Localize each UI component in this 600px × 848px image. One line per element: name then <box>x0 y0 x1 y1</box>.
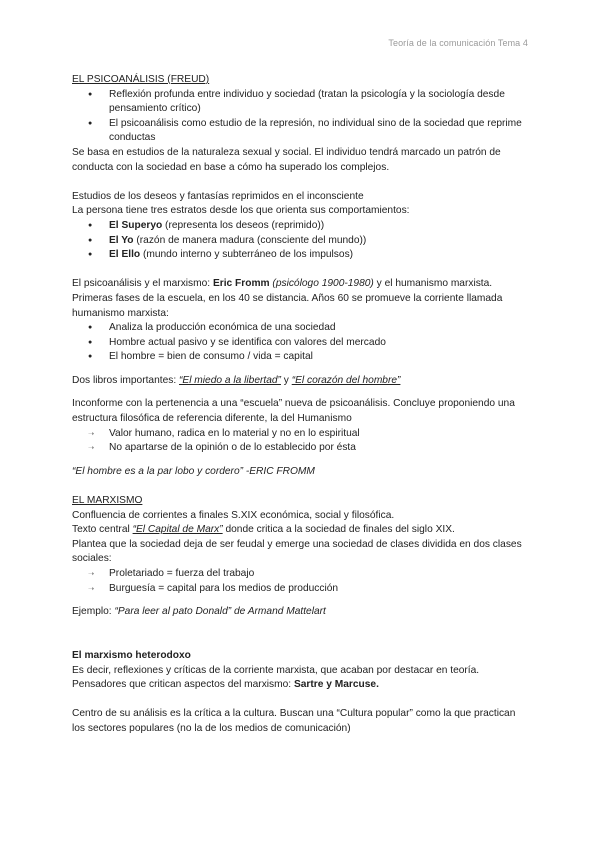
author-names: Sartre y Marcuse. <box>293 679 379 691</box>
paragraph <box>72 374 528 389</box>
page-header: Teoría de la comunicación Tema 4 <box>388 38 528 48</box>
section-heading-heterodoxo: El marxismo heterodoxo <box>72 649 191 661</box>
paragraph: Centro de su análisis es la crítica a la cultura. Buscan una “Cultura popular” como la que practican los sectores populares (no la de los medios de comunicación) <box>72 708 516 734</box>
list-item: ● Analiza la producción económica de una sociedad <box>72 321 528 336</box>
paragraph <box>72 678 528 693</box>
term-desc: (razón de manera madura (consciente del mundo)) <box>133 234 367 246</box>
term: El Ello <box>109 249 141 261</box>
section-heading-psicoanalisis: EL PSICOANÁLISIS (FREUD) <box>72 74 210 85</box>
document-body <box>72 73 528 737</box>
term: El Yo <box>109 234 134 246</box>
paragraph: Estudios de los deseos y fantasías reprimidos en el inconsciente <box>72 190 364 202</box>
list-item: ● Hombre actual pasivo y se identifica con valores del mercado <box>72 336 528 351</box>
book-title: “El corazón del hombre” <box>291 374 401 386</box>
term-desc: (mundo interno y subterráneo de los impulsos) <box>140 249 354 261</box>
paragraph: Confluencia de corrientes a finales S.XIX económica, social y filosófica. <box>72 509 395 521</box>
paragraph: Plantea que la sociedad deja de ser feudal y emerge una sociedad de clases dividida en dos clases sociales: <box>72 538 522 565</box>
paragraph: Es decir, reflexiones y críticas de la corriente marxista, que acaban por destacar en teoría. <box>72 664 480 676</box>
text: El psicoanálisis y el marxismo: <box>72 278 213 290</box>
text: Dos libros importantes: <box>72 374 180 386</box>
term-desc: (representa los deseos (reprimido)) <box>162 219 325 231</box>
list-item <box>72 248 528 263</box>
text: Pensadores que critican aspectos del marxismo: <box>72 679 294 691</box>
list-item: ➝ No apartarse de la opinión o de lo establecido por ésta <box>72 441 528 456</box>
estratos-list <box>72 219 528 263</box>
list-item: ➝ Proletariado = fuerza del trabajo <box>72 567 528 582</box>
psico-bullet-list <box>72 88 528 146</box>
paragraph <box>72 277 528 292</box>
section-heading-marxismo: EL MARXISMO <box>72 495 143 507</box>
author-name: Eric Fromm <box>212 278 270 290</box>
paragraph: Se basa en estudios de la naturaleza sexual y social. El individuo tendrá marcado un patrón de conducta con la sociedad en base a cómo ha superado los complejos. <box>72 146 501 173</box>
text: donde critica a la sociedad de finales del siglo XIX. <box>222 524 455 536</box>
quote: “El hombre es a la par lobo y cordero” -ERIC FROMM <box>72 465 315 477</box>
humanismo-list <box>72 427 528 456</box>
text: y el humanismo marxista. <box>373 278 493 290</box>
author-note: (psicólogo 1900-1980) <box>269 278 374 290</box>
book-title: “El miedo a la libertad” <box>179 374 281 386</box>
text: Ejemplo: <box>72 606 115 618</box>
fases-list <box>72 321 528 365</box>
list-item: ➝ Burguesía = capital para los medios de producción <box>72 582 528 597</box>
paragraph: Inconforme con la pertenencia a una “escuela” nueva de psicoanálisis. Concluye proponiendo una estructura filosófica de referencia diferente, la del Humanismo <box>72 398 515 425</box>
list-item: ● Reflexión profunda entre individuo y sociedad (tratan la psicología y la sociología desde pensamiento crítico) <box>72 88 528 117</box>
text: y <box>280 374 292 386</box>
term: El Superyo <box>109 219 163 231</box>
example-title: “Para leer al pato Donald” de Armand Mattelart <box>114 606 326 618</box>
paragraph <box>72 605 528 620</box>
list-item: ● El psicoanálisis como estudio de la represión, no individual sino de la sociedad que reprime conductas <box>72 117 528 146</box>
list-item <box>72 219 528 234</box>
paragraph <box>72 523 528 538</box>
clases-list <box>72 567 528 596</box>
book-title: “El Capital de Marx” <box>132 524 223 536</box>
list-item <box>72 234 528 249</box>
paragraph: La persona tiene tres estratos desde los que orienta sus comportamientos: <box>72 205 410 217</box>
paragraph: Primeras fases de la escuela, en los 40 se distancia. Años 60 se promueve la corriente llamada humanismo marxista: <box>72 292 503 319</box>
list-item: ● El hombre = bien de consumo / vida = capital <box>72 350 528 365</box>
text: Texto central <box>72 524 133 536</box>
list-item: ➝ Valor humano, radica en lo material y no en lo espiritual <box>72 427 528 442</box>
